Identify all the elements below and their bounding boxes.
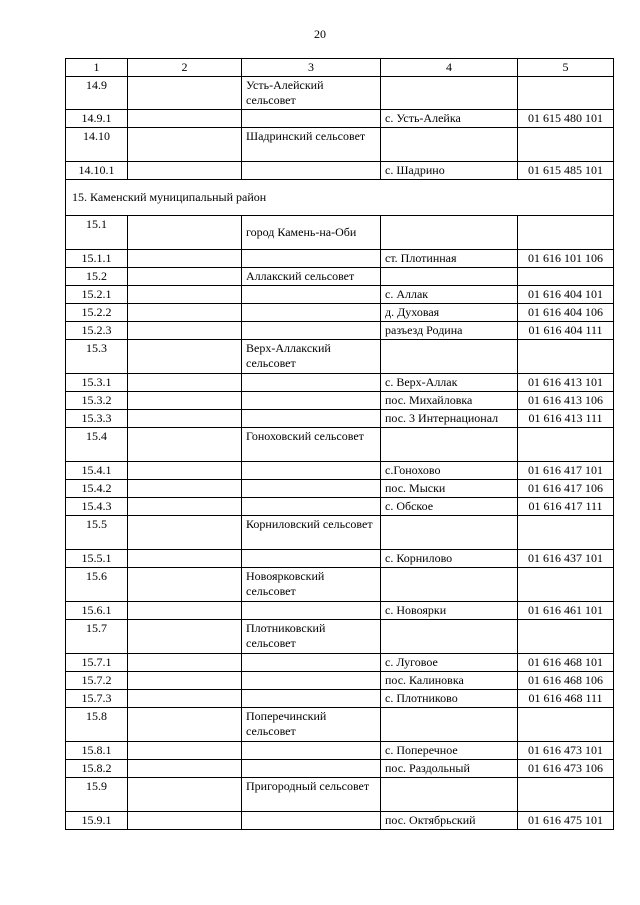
blank-cell: [128, 374, 242, 392]
okato-code-cell: 01 616 404 106: [518, 304, 614, 322]
settlement-cell: с.Гонохово: [381, 462, 518, 480]
code-cell: 15.7.1: [66, 654, 128, 672]
okato-code-cell: [518, 568, 614, 602]
code-cell: 15.3: [66, 340, 128, 374]
municipality-cell: Гоноховский сельсовет: [242, 428, 381, 462]
settlement-cell: [381, 708, 518, 742]
settlement-cell: [381, 428, 518, 462]
okato-code-cell: 01 616 473 101: [518, 742, 614, 760]
page-number: 20: [314, 27, 326, 41]
blank-cell: [128, 110, 242, 128]
code-cell: 15.2.1: [66, 286, 128, 304]
table-row: [66, 778, 614, 812]
blank-cell: [128, 410, 242, 428]
settlement-cell: с. Корнилово: [381, 550, 518, 568]
blank-cell: [128, 672, 242, 690]
municipality-cell: [242, 480, 381, 498]
column-header: 1: [66, 59, 128, 77]
settlement-cell: пос. Калиновка: [381, 672, 518, 690]
municipality-cell: [242, 304, 381, 322]
table-row: [66, 462, 614, 480]
table-row: [66, 480, 614, 498]
municipality-cell: [242, 286, 381, 304]
blank-cell: [128, 480, 242, 498]
settlement-cell: с. Верх-Аллак: [381, 374, 518, 392]
settlement-cell: с. Плотниково: [381, 690, 518, 708]
blank-cell: [128, 708, 242, 742]
settlement-cell: с. Луговое: [381, 654, 518, 672]
table-row: [66, 742, 614, 760]
municipality-cell: [242, 742, 381, 760]
settlement-cell: пос. Раздольный: [381, 760, 518, 778]
blank-cell: [128, 128, 242, 162]
municipality-cell: [242, 602, 381, 620]
okato-code-cell: 01 616 417 106: [518, 480, 614, 498]
code-cell: 15.3.3: [66, 410, 128, 428]
municipality-cell: [242, 162, 381, 180]
blank-cell: [128, 742, 242, 760]
blank-cell: [128, 162, 242, 180]
municipality-cell: [242, 498, 381, 516]
blank-cell: [128, 462, 242, 480]
okato-code-cell: [518, 340, 614, 374]
code-cell: 15.2.3: [66, 322, 128, 340]
code-cell: 15.4.1: [66, 462, 128, 480]
blank-cell: [128, 250, 242, 268]
table-row: [66, 304, 614, 322]
blank-cell: [128, 516, 242, 550]
table-row: [66, 620, 614, 654]
table-row: [66, 760, 614, 778]
settlement-cell: разъезд Родина: [381, 322, 518, 340]
code-cell: 15.1.1: [66, 250, 128, 268]
blank-cell: [128, 812, 242, 830]
okato-code-cell: 01 616 417 111: [518, 498, 614, 516]
okato-code-cell: 01 615 480 101: [518, 110, 614, 128]
blank-cell: [128, 77, 242, 110]
code-cell: 15.5.1: [66, 550, 128, 568]
code-cell: 15.8.2: [66, 760, 128, 778]
table-row: [66, 340, 614, 374]
table-row: [66, 498, 614, 516]
settlement-cell: с. Усть-Алейка: [381, 110, 518, 128]
okato-code-cell: [518, 268, 614, 286]
table-row: [66, 812, 614, 830]
column-header: 4: [381, 59, 518, 77]
code-cell: 14.9.1: [66, 110, 128, 128]
table-header-row: [66, 59, 614, 77]
blank-cell: [128, 568, 242, 602]
table-row: [66, 216, 614, 250]
settlement-cell: [381, 620, 518, 654]
column-header: 3: [242, 59, 381, 77]
municipality-cell: [242, 462, 381, 480]
table-row: [66, 602, 614, 620]
municipality-cell: [242, 672, 381, 690]
municipality-cell: [242, 654, 381, 672]
section-title: 15. Каменский муниципальный район: [66, 180, 614, 216]
blank-cell: [128, 428, 242, 462]
table-row: [66, 162, 614, 180]
okato-code-cell: 01 616 101 106: [518, 250, 614, 268]
table-row: [66, 708, 614, 742]
table-row: [66, 286, 614, 304]
settlement-cell: д. Духовая: [381, 304, 518, 322]
okato-code-cell: 01 616 413 101: [518, 374, 614, 392]
code-cell: 15.2.2: [66, 304, 128, 322]
okato-code-cell: 01 616 468 111: [518, 690, 614, 708]
settlement-cell: с. Шадрино: [381, 162, 518, 180]
okato-code-cell: 01 616 475 101: [518, 812, 614, 830]
blank-cell: [128, 760, 242, 778]
okato-code-cell: 01 616 404 111: [518, 322, 614, 340]
municipality-cell: [242, 550, 381, 568]
table-row: [66, 110, 614, 128]
municipality-cell: Пригородный сельсовет: [242, 778, 381, 812]
okato-code-cell: [518, 778, 614, 812]
settlement-cell: пос. 3 Интернационал: [381, 410, 518, 428]
municipality-cell: [242, 760, 381, 778]
code-cell: 15.8.1: [66, 742, 128, 760]
okato-code-cell: [518, 516, 614, 550]
settlement-cell: [381, 216, 518, 250]
blank-cell: [128, 602, 242, 620]
settlement-cell: с. Новоярки: [381, 602, 518, 620]
okato-code-cell: 01 616 417 101: [518, 462, 614, 480]
municipality-cell: Корниловский сельсовет: [242, 516, 381, 550]
blank-cell: [128, 778, 242, 812]
okato-code-cell: 01 616 413 111: [518, 410, 614, 428]
settlement-cell: [381, 77, 518, 110]
table-row: [66, 77, 614, 110]
code-cell: 15.4: [66, 428, 128, 462]
municipality-cell: [242, 812, 381, 830]
code-cell: 15.4.3: [66, 498, 128, 516]
settlement-cell: ст. Плотинная: [381, 250, 518, 268]
okato-code-cell: 01 616 461 101: [518, 602, 614, 620]
blank-cell: [128, 340, 242, 374]
settlement-cell: [381, 128, 518, 162]
okato-code-cell: 01 616 468 101: [518, 654, 614, 672]
municipality-cell: [242, 322, 381, 340]
okato-code-cell: [518, 77, 614, 110]
municipality-cell: Аллакский сельсовет: [242, 268, 381, 286]
okato-code-cell: 01 615 485 101: [518, 162, 614, 180]
blank-cell: [128, 268, 242, 286]
okato-code-cell: [518, 708, 614, 742]
section-row: [66, 180, 614, 216]
blank-cell: [128, 498, 242, 516]
okato-code-cell: [518, 428, 614, 462]
table-row: [66, 374, 614, 392]
okato-code-cell: 01 616 468 106: [518, 672, 614, 690]
municipality-cell: [242, 374, 381, 392]
blank-cell: [128, 550, 242, 568]
column-header: 5: [518, 59, 614, 77]
settlement-cell: с. Аллак: [381, 286, 518, 304]
table-row: [66, 516, 614, 550]
settlement-cell: пос. Михайловка: [381, 392, 518, 410]
settlement-cell: пос. Октябрьский: [381, 812, 518, 830]
column-header: 2: [128, 59, 242, 77]
blank-cell: [128, 322, 242, 340]
table-row: [66, 322, 614, 340]
okato-code-cell: 01 616 404 101: [518, 286, 614, 304]
settlement-cell: [381, 340, 518, 374]
municipality-cell: [242, 690, 381, 708]
code-cell: 15.3.1: [66, 374, 128, 392]
municipality-cell: Усть-Алейский сельсовет: [242, 77, 381, 110]
code-cell: 15.7.2: [66, 672, 128, 690]
municipality-cell: [242, 110, 381, 128]
municipality-cell: Плотниковский сельсовет: [242, 620, 381, 654]
table-row: [66, 690, 614, 708]
municipality-cell: город Камень-на-Оби: [242, 216, 381, 250]
table-row: [66, 654, 614, 672]
code-cell: 14.10: [66, 128, 128, 162]
code-cell: 15.9.1: [66, 812, 128, 830]
municipality-cell: Новоярковский сельсовет: [242, 568, 381, 602]
settlement-cell: [381, 268, 518, 286]
settlement-cell: пос. Мыски: [381, 480, 518, 498]
table-row: [66, 392, 614, 410]
blank-cell: [128, 216, 242, 250]
code-cell: 15.8: [66, 708, 128, 742]
settlement-cell: с. Обское: [381, 498, 518, 516]
okato-code-cell: [518, 128, 614, 162]
code-cell: 15.3.2: [66, 392, 128, 410]
municipality-cell: [242, 392, 381, 410]
code-cell: 15.5: [66, 516, 128, 550]
settlements-table: [65, 58, 614, 830]
okato-code-cell: [518, 216, 614, 250]
code-cell: 15.9: [66, 778, 128, 812]
municipality-cell: Шадринский сельсовет: [242, 128, 381, 162]
table-row: [66, 250, 614, 268]
code-cell: 14.10.1: [66, 162, 128, 180]
okato-code-cell: 01 616 413 106: [518, 392, 614, 410]
okato-code-cell: 01 616 473 106: [518, 760, 614, 778]
table-row: [66, 410, 614, 428]
code-cell: 15.6: [66, 568, 128, 602]
code-cell: 15.2: [66, 268, 128, 286]
municipality-cell: [242, 250, 381, 268]
code-cell: 15.7: [66, 620, 128, 654]
table-row: [66, 550, 614, 568]
blank-cell: [128, 286, 242, 304]
okato-code-cell: 01 616 437 101: [518, 550, 614, 568]
code-cell: 15.7.3: [66, 690, 128, 708]
code-cell: 15.1: [66, 216, 128, 250]
municipality-cell: [242, 410, 381, 428]
blank-cell: [128, 690, 242, 708]
table-row: [66, 428, 614, 462]
blank-cell: [128, 620, 242, 654]
blank-cell: [128, 304, 242, 322]
code-cell: 14.9: [66, 77, 128, 110]
blank-cell: [128, 392, 242, 410]
blank-cell: [128, 654, 242, 672]
municipality-cell: Верх-Аллакский сельсовет: [242, 340, 381, 374]
municipality-cell: Поперечинский сельсовет: [242, 708, 381, 742]
code-cell: 15.4.2: [66, 480, 128, 498]
settlement-cell: [381, 568, 518, 602]
okato-code-cell: [518, 620, 614, 654]
settlement-cell: [381, 778, 518, 812]
settlement-cell: [381, 516, 518, 550]
settlement-cell: с. Поперечное: [381, 742, 518, 760]
table-row: [66, 268, 614, 286]
code-cell: 15.6.1: [66, 602, 128, 620]
table-row: [66, 128, 614, 162]
table-row: [66, 568, 614, 602]
table-row: [66, 672, 614, 690]
